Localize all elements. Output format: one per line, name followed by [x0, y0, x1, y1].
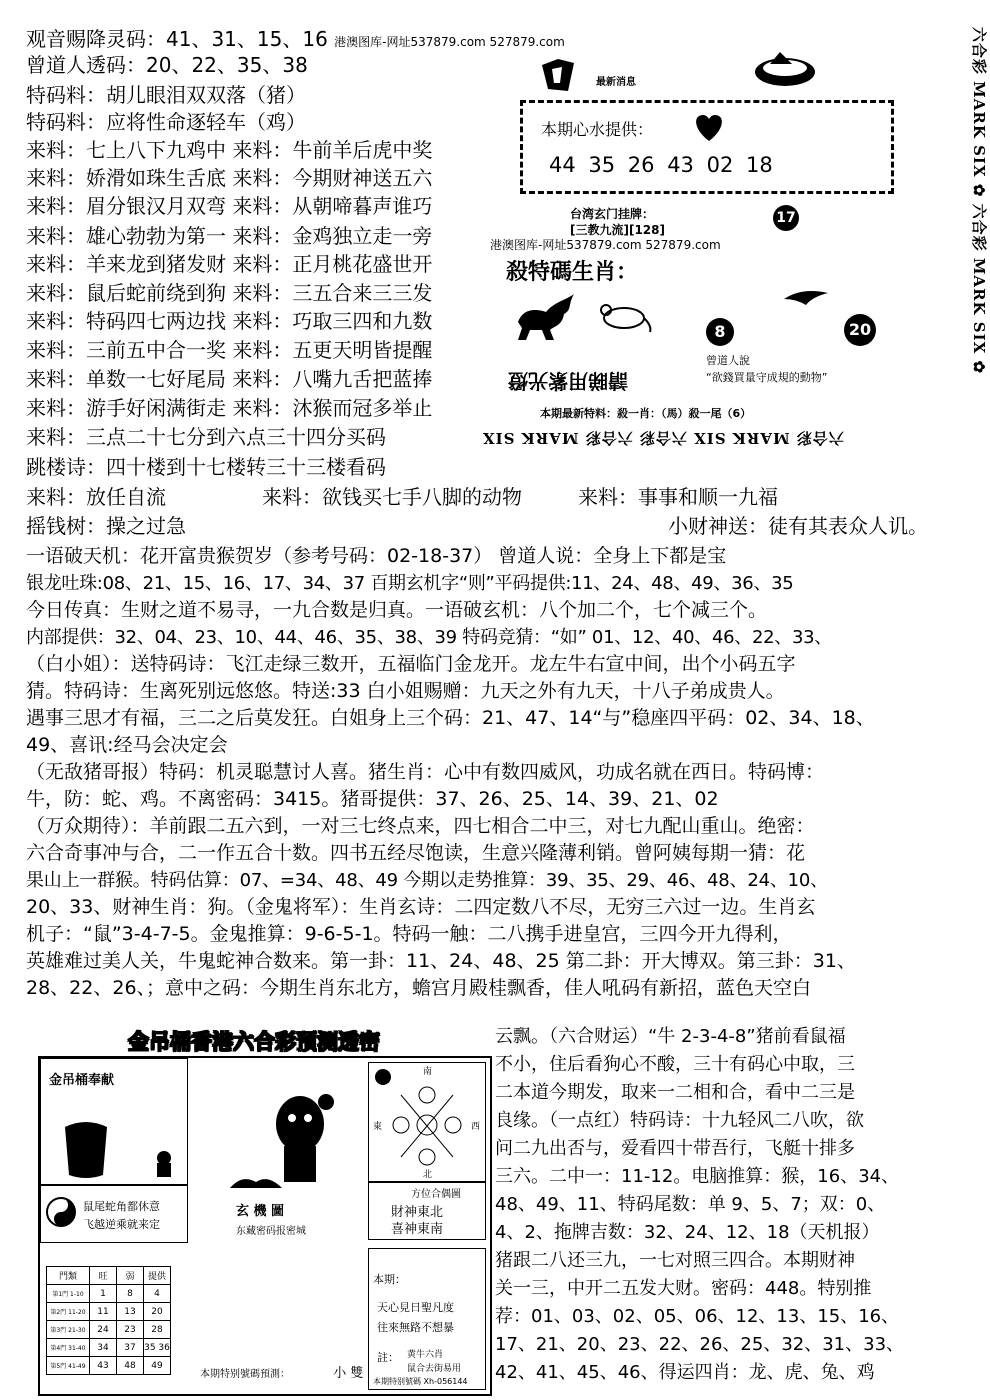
para-line: （无敌猪哥报）特码：机灵聪慧讨人喜。猪生肖：心中有数四威风，功成名就在西日。特码博： — [26, 761, 825, 783]
right-line: 猪跟二八还三九，一七对照三四合。本期财神 — [495, 1250, 855, 1271]
compass-west: 西 — [471, 1122, 481, 1132]
cat-icon — [151, 1149, 177, 1179]
para-line: 牛，防：蛇、鸡。不离密码：3415。猪哥提供：37、26、25、14、39、21、02 — [26, 788, 719, 810]
right-line: 不小，住后看狗心不酸，三十有码心中取，三 — [495, 1054, 855, 1075]
para-line: 机子：“鼠”3-4-7-5。金鬼推算：9-6-5-1。特码一触：二八携手进皇宫，三四今开九得利， — [26, 923, 792, 945]
compass-east: 東 — [373, 1122, 383, 1132]
latest-news: 最新消息 — [596, 77, 636, 88]
heart-box — [520, 100, 894, 194]
para-line: （万众期待）：羊前跟二五六到，一对三七终点来，四七相合二中三，对七九配山重山。绝密： — [26, 815, 815, 837]
cell: 1 — [90, 1285, 117, 1303]
ben-qi: 本期： — [373, 1273, 406, 1286]
line-6: 来料：眉分银汉月双弯 来料：从朝啼暮声谁巧 — [26, 194, 433, 218]
para-line: 28、22、26、；意中之码：今期生肖东北方，蟾宫月殿桂飘香，佳人吼码有新招，蓝色天空白 — [26, 977, 812, 999]
sanjiao-label: [三教九流][128] — [570, 223, 665, 237]
bucket-icon — [59, 1117, 113, 1181]
predict-value: 小 雙 — [333, 1366, 364, 1381]
para-line: 果山上一群猴。特码估算：07、=34、48、49 今期以走势推算：39、35、29、46、48、24、10、 — [26, 870, 828, 891]
poem-line-1: 鼠尾蛇角都休意 — [83, 1200, 160, 1213]
line-2: 特码料：胡儿眼泪双双落（猪） — [26, 83, 306, 107]
cell: 23 — [117, 1321, 144, 1339]
cell: 第3門 21-30 — [47, 1321, 90, 1339]
right-line: 问二九出否与，爱看四十带吾行，飞艇十排多 — [495, 1138, 855, 1159]
horse-icon — [510, 292, 580, 342]
light-label: 請睇用紫光燈 — [508, 369, 628, 393]
rat-icon — [594, 296, 654, 336]
num-20-badge: 20 — [844, 314, 876, 346]
zhu2: 黄牛六肖 — [407, 1350, 444, 1360]
para-line: 今日传真：生财之道不易寻，一九合数是归真。一语破玄机：八个加二个，七个减三个。 — [26, 599, 768, 621]
cell: 第1門 1-10 — [47, 1285, 90, 1303]
line-1: 曾道人透码：20、22、35、38 — [26, 53, 308, 77]
row-fangren-2: 来料：欲钱买七手八脚的动物 — [262, 485, 522, 509]
table-row — [47, 1339, 171, 1357]
cell: 37 — [117, 1339, 144, 1357]
cell: 48 — [117, 1357, 144, 1375]
row-fangren-1: 来料：放任自流 — [26, 485, 166, 509]
marksix-vertical: 六合彩 MARK SIX ✿ 六合彩 MARK SIX ✿ — [970, 26, 989, 375]
right-line: 4、2、拖牌吉数：32、24、12、18（天机报） — [495, 1222, 880, 1243]
row-yaoqian-1: 摇钱树：操之过急 — [26, 514, 186, 538]
para-line: 六合奇事冲与合，二一作五合十数。四书五经尽饱读，生意兴隆薄利销。曾阿姨每期一猜：花 — [26, 842, 806, 864]
line-15: 跳楼诗：四十楼到十七楼转三十三楼看码 — [26, 455, 386, 479]
predict-text: 本期特别號碼預測： — [200, 1369, 290, 1380]
table-row — [47, 1303, 171, 1321]
compass-north: 北 — [423, 1170, 433, 1180]
line-12: 来料：单数一七好尾局 来料：八嘴九舌把蓝捧 — [26, 367, 433, 391]
cell: 第2門 11-20 — [47, 1303, 90, 1321]
cell: 11 — [90, 1303, 117, 1321]
gold-label: 金吊桶奉献 — [49, 1073, 115, 1088]
row-yaoqian-2: 小财神送：徒有其表众人讥。 — [668, 514, 928, 538]
line-9: 来料：鼠后蛇前绕到狗 来料：三五合来三三发 — [26, 281, 433, 305]
panel-watermark: 港澳图库-网址537879.com 527879.com — [490, 238, 721, 252]
poem-line-3: 天心見日聖凡度 — [377, 1301, 454, 1314]
line-11: 来料：三前五中合一奖 来料：五更天明皆提醒 — [26, 338, 433, 362]
para-line: 猜。特码诗：生离死别远悠悠。特送:33 白小姐赐赠：九天之外有九天，十八子弟成贵人。 — [26, 680, 785, 702]
right-line: 二本道今期发，取来一二相和合，看中二三是 — [495, 1082, 855, 1103]
poem-box — [40, 1185, 188, 1243]
cell: 第4門 31-40 — [47, 1339, 90, 1357]
boat-icon — [750, 42, 820, 92]
cell: 13 — [117, 1303, 144, 1321]
right-line: 良缘。（一点红）特码诗：十九轻风二八吹，欲 — [495, 1110, 864, 1131]
compass-south: 南 — [423, 1067, 433, 1077]
caishen: 財神東北 — [391, 1205, 444, 1220]
right-column-text — [495, 1023, 945, 1387]
cell: 8 — [117, 1285, 144, 1303]
kill-title: 殺特碼生肖： — [506, 260, 639, 285]
line-3: 特码料：应将性命逐轻车（鸡） — [26, 110, 306, 134]
table-row — [47, 1285, 171, 1303]
cell: 34 — [90, 1339, 117, 1357]
cell: 28 — [144, 1321, 171, 1339]
marksix-flipped: 六合彩 MARK SIX 六合彩 六合彩 MARK SIX — [482, 429, 844, 447]
special-line: 本期最新特料：殺一肖：（馬）殺一尾（6） — [540, 407, 752, 420]
poem2-box — [368, 1248, 486, 1390]
table-row — [47, 1321, 171, 1339]
num-17-badge: 17 — [773, 205, 799, 231]
line-8: 来料：羊来龙到猪发财 来料：正月桃花盛世开 — [26, 252, 433, 276]
compass-icon — [371, 1065, 483, 1177]
cell: 20 — [144, 1303, 171, 1321]
xuanji-title: 玄 機 圖 — [236, 1204, 285, 1219]
heart-label: 本期心水提供： — [541, 120, 654, 139]
right-line: 关一三，中开二五发大财。密码：448。特别推 — [495, 1278, 872, 1299]
right-line: 48、49、11、特码尾数：单 9、5、7；双：0、 — [495, 1194, 886, 1215]
th: 旺 — [90, 1267, 117, 1285]
taiwan-label: 台湾玄门挂牌： — [570, 207, 655, 221]
table-row — [47, 1357, 171, 1375]
para-line: （白小姐）：送特码诗：飞江走绿三数开，五福临门金龙开。龙左牛右宣中间，出个小码五字 — [26, 653, 796, 675]
cell: 49 — [144, 1357, 171, 1375]
cell: 35 36 — [144, 1339, 171, 1357]
line-7: 来料：雄心勃勃为第一 来料：金鸡独立走一旁 — [26, 224, 433, 248]
para-line: 遇事三思才有福，三二之后莫发狂。白姐身上三个码：21、47、14“与”稳座四平码：02、34、18、 — [26, 707, 875, 729]
line-10: 来料：特码四七两边找 来料：巧取三四和九数 — [26, 309, 433, 333]
para-line: 一语破天机：花开富贵猴贺岁（参考号码：02-18-37） 曾道人说：全身上下都是宝 — [26, 545, 727, 567]
right-line: 42、41、45、46、得运四肖：龙、虎、兔、鸡 — [495, 1362, 875, 1383]
bird-icon — [782, 285, 830, 309]
flag-icon — [538, 55, 580, 95]
compass-box — [368, 1062, 486, 1182]
para-line: 20、33、财神生肖：狗。（金鬼将军）：生肖玄诗：二四定数八不尽，无穷三六过一边。生肖玄 — [26, 896, 816, 918]
right-line: 荐：01、03、02、05、06、12、13、15、16、 — [495, 1306, 900, 1327]
line-14: 来料：三点二十七分到六点三十四分买码 — [26, 425, 386, 449]
zhu3: 鼠合去街易用 — [407, 1364, 462, 1374]
right-line: 云飘。（六合财运）“牛 2-3-4-8”猪前看鼠福 — [495, 1026, 846, 1047]
line-5: 来料：娇滑如珠生舌底 来料：今期财神送五六 — [26, 166, 433, 190]
cell: 4 — [144, 1285, 171, 1303]
quote: “欲錢買量守成規的動物” — [706, 371, 828, 384]
footer-code: 本期特别號碼 Xh-056144 — [373, 1377, 468, 1386]
right-line: 17、21、20、23、22、26、25、32、31、33、 — [495, 1334, 905, 1355]
bottom-title: 金吊桶香港六合彩预测透密 — [128, 1030, 380, 1054]
cell: 第5門 41-49 — [47, 1357, 90, 1375]
xishen: 喜神東南 — [391, 1222, 444, 1237]
right-line: 三六。二中一：11-12。电脑推算：猴，16、34、 — [495, 1166, 900, 1187]
line-0: 观音赐降灵码：41、31、15、16 港澳图库-网址537879.com 527879.com — [26, 27, 565, 51]
num-8-badge: 8 — [706, 318, 734, 346]
fangwei-title: 方位合偶圖 — [411, 1189, 461, 1200]
cell: 24 — [90, 1321, 117, 1339]
heart-numbers: 44 35 26 43 02 18 — [549, 153, 773, 177]
gold-bucket-box — [40, 1058, 188, 1185]
para-line: 英雄难过美人关，牛鬼蛇神合数来。第一卦：11、24、48、25 第二卦：开大博双。第三卦：31、 — [26, 950, 856, 972]
th: 弱 — [117, 1267, 144, 1285]
zeng-says: 曾道人說 — [706, 354, 750, 367]
paragraph-text — [26, 543, 951, 1002]
zhu: 註： — [377, 1351, 399, 1364]
th: 門類 — [47, 1267, 90, 1285]
line-13: 来料：游手好闲满街走 来料：沐猴而冠多举止 — [26, 396, 433, 420]
stat-table — [46, 1266, 171, 1375]
predict-label — [200, 1362, 363, 1381]
cell: 43 — [90, 1357, 117, 1375]
xuanji-sub: 东藏密码报密城 — [236, 1226, 306, 1237]
para-line: 银龙吐珠:08、21、15、16、17、34、37 百期玄机字“则”平码提供:11、24、48、49、36、35 — [26, 573, 794, 594]
heart-icon — [691, 111, 727, 143]
poem-line-4: 往來無路不想暴 — [377, 1321, 454, 1334]
row-fangren-3: 来料：事事和顺一九福 — [578, 485, 778, 509]
th: 提供 — [144, 1267, 171, 1285]
fangwei-box — [368, 1182, 486, 1240]
line-4: 来料：七上八下九鸡中 来料：牛前羊后虎中奖 — [26, 138, 433, 162]
frog-icon — [228, 1172, 284, 1194]
yinyang-icon — [45, 1196, 77, 1228]
poem-line-2: 飞越逆乘就来定 — [83, 1218, 160, 1231]
para-line: 49、喜讯:经马会决定会 — [26, 734, 228, 756]
para-line: 内部提供：32、04、23、10、44、46、35、38、39 特码竞猜：“如” 01、12、40、46、22、33、 — [26, 627, 832, 648]
